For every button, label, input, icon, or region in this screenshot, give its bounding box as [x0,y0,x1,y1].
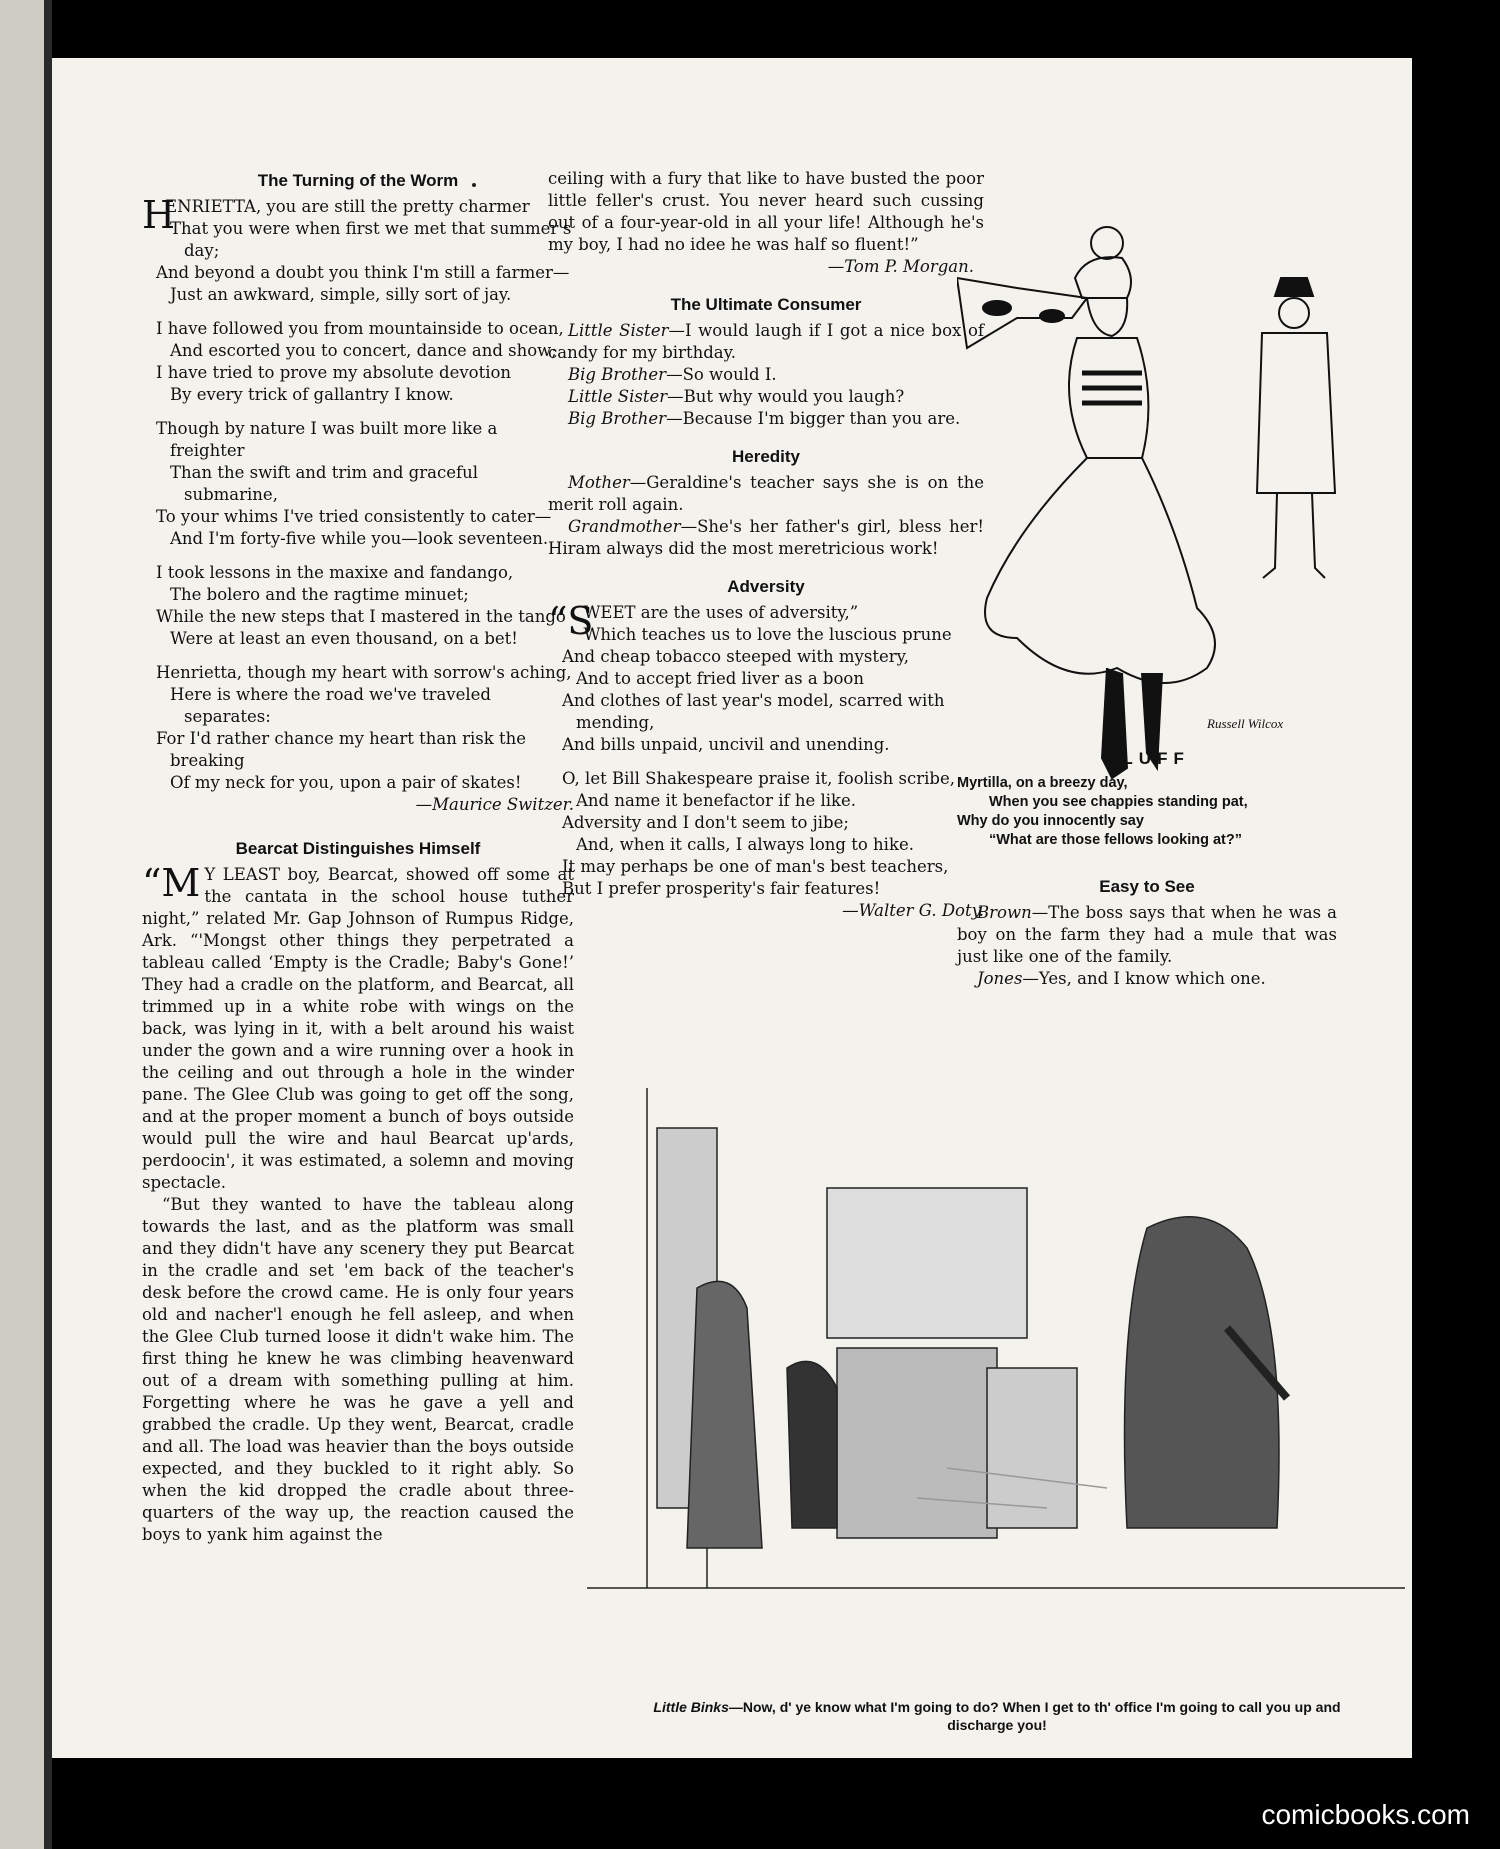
scarf-icon [957,278,1087,348]
legs-icon [1263,493,1325,578]
poem-line: Here is where the road we've traveled separates: [170,685,491,726]
heredity-title: Heredity [731,447,801,466]
poem-line: And name it benefactor if he like. [576,791,857,810]
bluff-verse [957,774,1337,850]
poem-line: Which teaches us to love the luscious prune [583,625,952,644]
drop-cap: “S [548,599,594,643]
poem-line: And beyond a doubt you think I'm still a farmer— [156,263,570,282]
easy-title: Easy to See [1099,877,1195,896]
stove-hood-icon [827,1188,1027,1338]
poem-line: Of my neck for you, upon a pair of skates! [170,773,522,792]
poem-line: And cheap tobacco steeped with mystery, [562,647,910,666]
magazine-page [52,58,1412,1758]
verse-line: Myrtilla, on a breezy day, [957,775,1128,791]
speaker: Grandmother [568,517,681,536]
poem-line: By every trick of gallantry I know. [170,385,454,404]
drop-cap: H [142,193,176,237]
dialogue-line [548,364,984,386]
speech: —Yes, and I know which one. [1022,969,1266,988]
bearcat-story [142,861,574,1546]
adversity-author: —Walter G. Doty. [842,901,984,920]
poem-line: The bolero and the ragtime minuet; [170,585,469,604]
bearcat-paragraph-1 [142,861,574,1194]
poem-line: It may perhaps be one of man's best teachers, [562,857,949,876]
artist-signature: Russell Wilcox [1207,716,1284,731]
speech: —The boss says that when he was a boy on the farm they had a mule that was just like one of the family. [957,903,1337,966]
bearcat-paragraph-3: ceiling with a fury that like to have busted the poor little feller's crust. You never heard such cussing out of a four-year-old in all your life! Although he's my boy, I had no idee he was half so fluent!” [548,169,984,254]
column-middle [548,168,984,922]
dialogue-line [548,386,984,408]
adversity-poem [548,599,984,922]
poem-line: O, let Bill Shakespeare praise it, foolish scribe, [562,769,955,788]
speech: —So would I. [666,365,777,384]
verse-line: Why do you innocently say [957,813,1144,829]
poem-line: I have followed you from mountainside to ocean, [156,319,564,338]
poem-line: And escorted you to concert, dance and show; [170,341,557,360]
bearcat-title: Bearcat Distinguishes Himself [235,839,481,858]
speaker: Little Sister [568,387,668,406]
easy-dialogue [957,902,1337,990]
kitchen-cartoon [587,1068,1405,1688]
caption-speaker: Little Binks [653,1699,729,1715]
watermark: comicbooks.com [1261,1799,1470,1830]
speech: —Geraldine's teacher says she is on the merit roll again. [548,473,984,514]
verse-line: When you see chappies standing pat, [989,794,1248,810]
stove-icon [837,1348,997,1538]
column-left [142,162,574,1546]
turning-stanza-4 [142,562,574,650]
verse-line: “What are those fellows looking at?” [989,832,1242,848]
poem-line: Adversity and I don't seem to jibe; [562,813,849,832]
poem-line: I have tried to prove my absolute devotion [156,363,512,382]
turning-stanza-3 [142,418,574,550]
speech: —She's her father's girl, bless her! Hiram always did the most meretricious work! [548,517,984,558]
speaker: Big Brother [568,365,667,384]
pompom-icon [1091,227,1123,259]
turning-stanza-2 [142,318,574,406]
dialogue-line [548,408,984,430]
consumer-title: The Ultimate Consumer [670,295,862,314]
poem-line: Though by nature I was built more like a freighter [156,419,498,460]
dialogue-line [548,320,984,364]
woman-figure [957,227,1215,778]
hat-icon [1075,257,1131,298]
poem-line: I took lessons in the maxixe and fandango, [156,563,514,582]
drop-cap: “M [142,861,201,905]
caption-text: —Now, d' ye know what I'm going to do? When I get to th' office I'm going to call you up and discharge you! [728,1699,1341,1733]
poem-line: Just an awkward, simple, silly sort of jay. [170,285,512,304]
column-right [957,748,1337,990]
speaker: Jones [977,969,1023,988]
hat-icon [1275,278,1313,296]
speaker: Little Sister [568,321,669,340]
bluff-illustration [957,168,1402,818]
cartoon-caption [647,1698,1347,1734]
adversity-title: Adversity [727,577,805,596]
poem-line: To your whims I've tried consistently to cater— [156,507,552,526]
speech: —I would laugh if I got a nice box of candy for my birthday. [548,321,984,362]
overcoat-icon [1257,333,1335,493]
poem-line: And clothes of last year's model, scarred with mending, [562,691,945,732]
poem-line: Were at least an even thousand, on a bet! [170,629,518,648]
dialogue-line [548,516,984,560]
bearcat-author: —Tom P. Morgan. [827,257,974,276]
poem-line: While the new steps that I mastered in the tango [156,607,566,626]
coat-top [1069,338,1148,458]
poem-line: And to accept fried liver as a boon [576,669,864,688]
poem-line: That you were when first we met that summer's day; [170,219,572,260]
man-figure [1257,278,1335,578]
adversity-stanza-2 [548,768,984,900]
face-icon [1087,298,1127,336]
poem-line: But I prefer prosperity's fair features! [562,879,881,898]
speaker: Mother [568,473,630,492]
speaker: Big Brother [568,409,667,428]
poem-line: Henrietta, though my heart with sorrow's aching, [156,663,572,682]
turning-poem [142,193,574,816]
poem-line: For I'd rather chance my heart than risk the breaking [156,729,527,770]
dialogue-line [957,968,1337,990]
turning-stanza-1 [142,193,574,306]
speech: —Because I'm bigger than you are. [666,409,961,428]
poem-line: And, when it calls, I always long to hike. [576,835,914,854]
poem-line: And bills unpaid, uncivil and unending. [562,735,890,754]
poem-line: ENRIETTA, you are still the pretty charmer [165,197,530,216]
turning-author: —Maurice Switzer. [415,795,574,814]
little-binks-figure [787,1361,837,1528]
bearcat-paragraph-1-text: Y LEAST boy, Bearcat, showed off some at the cantata in the school house tuther night,” related Mr. Gap Johnson of Rumpus Ridge, Ark. “'Mongst other things they perpetrated a tableau called ‘Empty is the Cradle; Baby's Gone!’ They had a cradle on the platform, and Bearcat, all trimmed up in a white robe with wings on the back, was lying in it, with a belt around his waist under the gown and a wire running over a hook in the ceiling and out through a hole in the winder pane. The Glee Club was going to get off the song, and at the proper moment a bunch of boys outside would pull the wire and haul Bearcat up'ards, perdoocin', it was estimated, a solemn and moving spectacle. [142,865,574,1192]
bearcat-continued [548,168,984,256]
skirt-icon [985,458,1215,683]
poem-line: WEET are the uses of adversity,” [583,603,859,622]
speech: —But why would you laugh? [667,387,905,406]
bearcat-paragraph-2: “But they wanted to have the tableau along towards the last, and as the platform was small and they didn't have any scenery they put Bearcat in the cradle and set 'em back of the teacher's desk before the crowd came. He is only four years old and nacher'l enough he fell asleep, and when the Glee Club turned loose it didn't wake him. The first thing he knew he was climbing heavenward out of a dream with something pulling at him. Forgetting where he was he gave a yell and grabbed the cradle. Up they went, Bearcat, cradle and all. The load was heavier than the boys outside expected, and they buckled to it right ably. So when the kid dropped the cradle about three-quarters of the way up, the reaction caused the boys to yank him against the [142,1195,574,1544]
spine-shadow [44,0,52,1849]
turning-title: The Turning of the Worm [257,171,459,190]
adversity-stanza-1 [548,599,984,756]
heredity-dialogue [548,472,984,560]
speaker: Brown [977,903,1032,922]
turning-stanza-5 [142,662,574,794]
poem-line: And I'm forty-five while you—look seventeen. [170,529,549,548]
consumer-dialogue [548,320,984,430]
bluff-title: BLUFF [1104,749,1190,768]
poem-line: Than the swift and trim and graceful submarine, [170,463,478,504]
dialogue-line [957,902,1337,968]
dialogue-line [548,472,984,516]
